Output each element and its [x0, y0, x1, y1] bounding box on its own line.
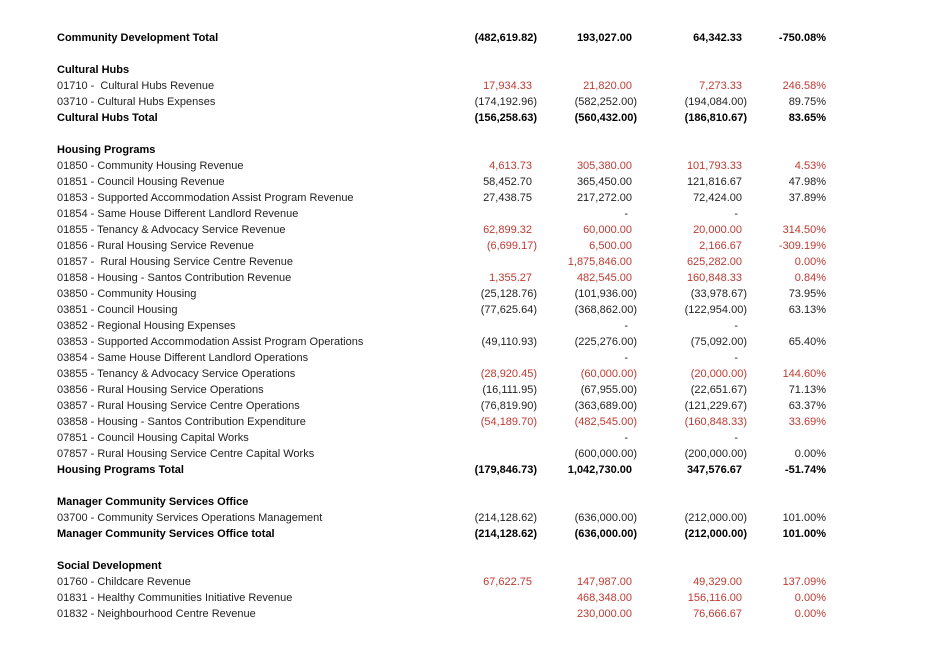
amount-col3: 72,424.00 [693, 192, 742, 204]
amount-col2: 1,875,846.00 [567, 256, 632, 268]
amount-col1: 58,452.70 [483, 176, 532, 188]
row-label: 01710 - Cultural Hubs Revenue [57, 80, 215, 92]
amount-col3: (121,229.67) [684, 400, 747, 412]
row-label: 03710 - Cultural Hubs Expenses [57, 96, 216, 108]
table-row [57, 78, 929, 94]
spacer-row [57, 46, 929, 62]
spacer-row [57, 542, 929, 558]
amount-col1: (77,625.64) [480, 304, 537, 316]
row-label: 03854 - Same House Different Landlord Operations [57, 352, 309, 364]
table-row [57, 558, 929, 574]
amount-col1: 1,355.27 [489, 272, 532, 284]
table-row [57, 174, 929, 190]
amount-col3: (33,978.67) [690, 288, 747, 300]
percent-col: 4.53% [794, 160, 826, 172]
row-label: Cultural Hubs [57, 64, 130, 76]
row-label: 07851 - Council Housing Capital Works [57, 432, 249, 444]
amount-col1: 62,899.32 [483, 224, 532, 236]
row-label: 01831 - Healthy Communities Initiative Revenue [57, 592, 293, 604]
amount-col1: (214,128.62) [474, 512, 537, 524]
amount-col2: (363,689.00) [574, 400, 637, 412]
amount-col3: - [734, 208, 738, 220]
amount-col2: (600,000.00) [574, 448, 637, 460]
percent-col: 73.95% [788, 288, 826, 300]
row-label: Manager Community Services Office total [57, 528, 275, 540]
percent-col: 37.89% [788, 192, 826, 204]
percent-col: 63.13% [788, 304, 826, 316]
amount-col2: 217,272.00 [576, 192, 632, 204]
spacer-row [57, 126, 929, 142]
table-row [57, 398, 929, 414]
percent-col: 89.75% [788, 96, 826, 108]
row-label: 01760 - Childcare Revenue [57, 576, 191, 588]
percent-col: 47.98% [788, 176, 826, 188]
row-label: 03857 - Rural Housing Service Centre Operations [57, 400, 300, 412]
amount-col2: (636,000.00) [574, 512, 637, 524]
amount-col3: (22,651.67) [690, 384, 747, 396]
row-label: 01832 - Neighbourhood Centre Revenue [57, 608, 256, 620]
row-label: Cultural Hubs Total [57, 112, 158, 124]
row-label: Housing Programs [57, 144, 156, 156]
amount-col2: (225,276.00) [574, 336, 637, 348]
table-row [57, 590, 929, 606]
amount-col2: 365,450.00 [576, 176, 632, 188]
amount-col1: 27,438.75 [483, 192, 532, 204]
percent-col: 83.65% [788, 112, 826, 124]
amount-col2: 482,545.00 [576, 272, 632, 284]
percent-col: 137.09% [782, 576, 826, 588]
amount-col2: (60,000.00) [580, 368, 637, 380]
table-row [57, 254, 929, 270]
amount-col2: (560,432.00) [574, 112, 637, 124]
amount-col1: (174,192.96) [474, 96, 537, 108]
table-row [57, 238, 929, 254]
row-label: 01853 - Supported Accommodation Assist Program Revenue [57, 192, 354, 204]
amount-col3: (186,810.67) [684, 112, 747, 124]
amount-col3: (20,000.00) [690, 368, 747, 380]
amount-col3: - [734, 320, 738, 332]
amount-col2: (101,936.00) [574, 288, 637, 300]
amount-col3: - [734, 352, 738, 364]
amount-col2: (368,862.00) [574, 304, 637, 316]
financial-table [57, 30, 929, 622]
table-row [57, 158, 929, 174]
percent-col: 63.37% [788, 400, 826, 412]
row-label: 03855 - Tenancy & Advocacy Service Operations [57, 368, 296, 380]
amount-col3: 20,000.00 [693, 224, 742, 236]
table-row [57, 430, 929, 446]
amount-col3: (200,000.00) [684, 448, 747, 460]
amount-col2: 147,987.00 [576, 576, 632, 588]
row-label: 07857 - Rural Housing Service Centre Capital Works [57, 448, 315, 460]
amount-col1: (6,699.17) [486, 240, 537, 252]
row-label: Social Development [57, 560, 162, 572]
amount-col2: - [624, 208, 628, 220]
spacer-row [57, 478, 929, 494]
amount-col2: 468,348.00 [576, 592, 632, 604]
amount-col1: (28,920.45) [480, 368, 537, 380]
amount-col3: 121,816.67 [686, 176, 742, 188]
table-row [57, 62, 929, 78]
table-row [57, 350, 929, 366]
amount-col3: (212,000.00) [684, 528, 747, 540]
percent-col: 314.50% [782, 224, 826, 236]
amount-col3: (160,848.33) [684, 416, 747, 428]
amount-col1: (482,619.82) [474, 32, 537, 44]
row-label: 01855 - Tenancy & Advocacy Service Revenue [57, 224, 286, 236]
table-row [57, 110, 929, 126]
amount-col1: (156,258.63) [474, 112, 537, 124]
row-label: 03850 - Community Housing [57, 288, 197, 300]
percent-col: 33.69% [788, 416, 826, 428]
table-row [57, 526, 929, 542]
amount-col3: 2,166.67 [699, 240, 742, 252]
amount-col2: (582,252.00) [574, 96, 637, 108]
table-row [57, 446, 929, 462]
table-row [57, 334, 929, 350]
amount-col1: 67,622.75 [483, 576, 532, 588]
percent-col: 0.84% [794, 272, 826, 284]
percent-col: 71.13% [788, 384, 826, 396]
table-row [57, 286, 929, 302]
amount-col1: 17,934.33 [483, 80, 532, 92]
amount-col2: 1,042,730.00 [567, 464, 632, 476]
amount-col3: 76,666.67 [693, 608, 742, 620]
amount-col2: 305,380.00 [576, 160, 632, 172]
amount-col2: (482,545.00) [574, 416, 637, 428]
amount-col3: 625,282.00 [686, 256, 742, 268]
row-label: 01854 - Same House Different Landlord Revenue [57, 208, 299, 220]
amount-col3: (194,084.00) [684, 96, 747, 108]
table-row [57, 318, 929, 334]
amount-col1: (25,128.76) [480, 288, 537, 300]
amount-col3: 101,793.33 [686, 160, 742, 172]
table-row [57, 414, 929, 430]
table-row [57, 30, 929, 46]
row-label: 01851 - Council Housing Revenue [57, 176, 225, 188]
percent-col: 0.00% [794, 256, 826, 268]
amount-col3: - [734, 432, 738, 444]
amount-col2: - [624, 352, 628, 364]
amount-col1: (49,110.93) [481, 336, 537, 348]
amount-col3: 347,576.67 [686, 464, 742, 476]
row-label: 03858 - Housing - Santos Contribution Expenditure [57, 416, 306, 428]
row-label: 01858 - Housing - Santos Contribution Revenue [57, 272, 292, 284]
percent-col: 144.60% [782, 368, 826, 380]
amount-col2: 230,000.00 [576, 608, 632, 620]
table-row [57, 206, 929, 222]
table-row [57, 190, 929, 206]
row-label: 03700 - Community Services Operations Management [57, 512, 323, 524]
percent-col: 0.00% [794, 448, 826, 460]
row-label: 01856 - Rural Housing Service Revenue [57, 240, 254, 252]
amount-col2: 60,000.00 [583, 224, 632, 236]
table-row [57, 510, 929, 526]
amount-col1: (179,846.73) [474, 464, 537, 476]
table-row [57, 142, 929, 158]
table-row [57, 494, 929, 510]
amount-col3: 156,116.00 [687, 592, 742, 604]
table-row [57, 222, 929, 238]
amount-col2: 21,820.00 [583, 80, 632, 92]
amount-col3: (122,954.00) [684, 304, 747, 316]
amount-col2: - [624, 320, 628, 332]
row-label: 03852 - Regional Housing Expenses [57, 320, 236, 332]
percent-col: 246.58% [782, 80, 826, 92]
row-label: 01857 - Rural Housing Service Centre Revenue [57, 256, 294, 268]
row-label: 03851 - Council Housing [57, 304, 178, 316]
row-label: 01850 - Community Housing Revenue [57, 160, 244, 172]
amount-col1: (214,128.62) [474, 528, 537, 540]
table-row [57, 366, 929, 382]
percent-col: -750.08% [778, 32, 826, 44]
amount-col1: (76,819.90) [480, 400, 537, 412]
amount-col3: (212,000.00) [684, 512, 747, 524]
row-label: 03853 - Supported Accommodation Assist Program Operations [57, 336, 364, 348]
row-label: Manager Community Services Office [57, 496, 249, 508]
amount-col3: 7,273.33 [699, 80, 742, 92]
table-row [57, 94, 929, 110]
row-label: Community Development Total [57, 32, 219, 44]
percent-col: 0.00% [794, 592, 826, 604]
amount-col3: (75,092.00) [690, 336, 747, 348]
amount-col2: (636,000.00) [574, 528, 637, 540]
table-row [57, 302, 929, 318]
amount-col2: 6,500.00 [589, 240, 632, 252]
row-label: Housing Programs Total [57, 464, 184, 476]
amount-col1: 4,613.73 [489, 160, 532, 172]
percent-col: 0.00% [794, 608, 826, 620]
table-row [57, 574, 929, 590]
row-label: 03856 - Rural Housing Service Operations [57, 384, 264, 396]
table-row [57, 462, 929, 478]
amount-col3: 64,342.33 [693, 32, 742, 44]
percent-col: -51.74% [785, 464, 826, 476]
percent-col: 101.00% [782, 512, 826, 524]
amount-col1: (16,111.95) [482, 384, 537, 396]
amount-col3: 160,848.33 [686, 272, 742, 284]
table-row [57, 270, 929, 286]
amount-col2: 193,027.00 [576, 32, 632, 44]
percent-col: 101.00% [782, 528, 826, 540]
amount-col1: (54,189.70) [480, 416, 537, 428]
table-row [57, 382, 929, 398]
amount-col2: - [624, 432, 628, 444]
table-row [57, 606, 929, 622]
percent-col: -309.19% [778, 240, 826, 252]
percent-col: 65.40% [788, 336, 826, 348]
amount-col2: (67,955.00) [580, 384, 637, 396]
amount-col3: 49,329.00 [693, 576, 742, 588]
